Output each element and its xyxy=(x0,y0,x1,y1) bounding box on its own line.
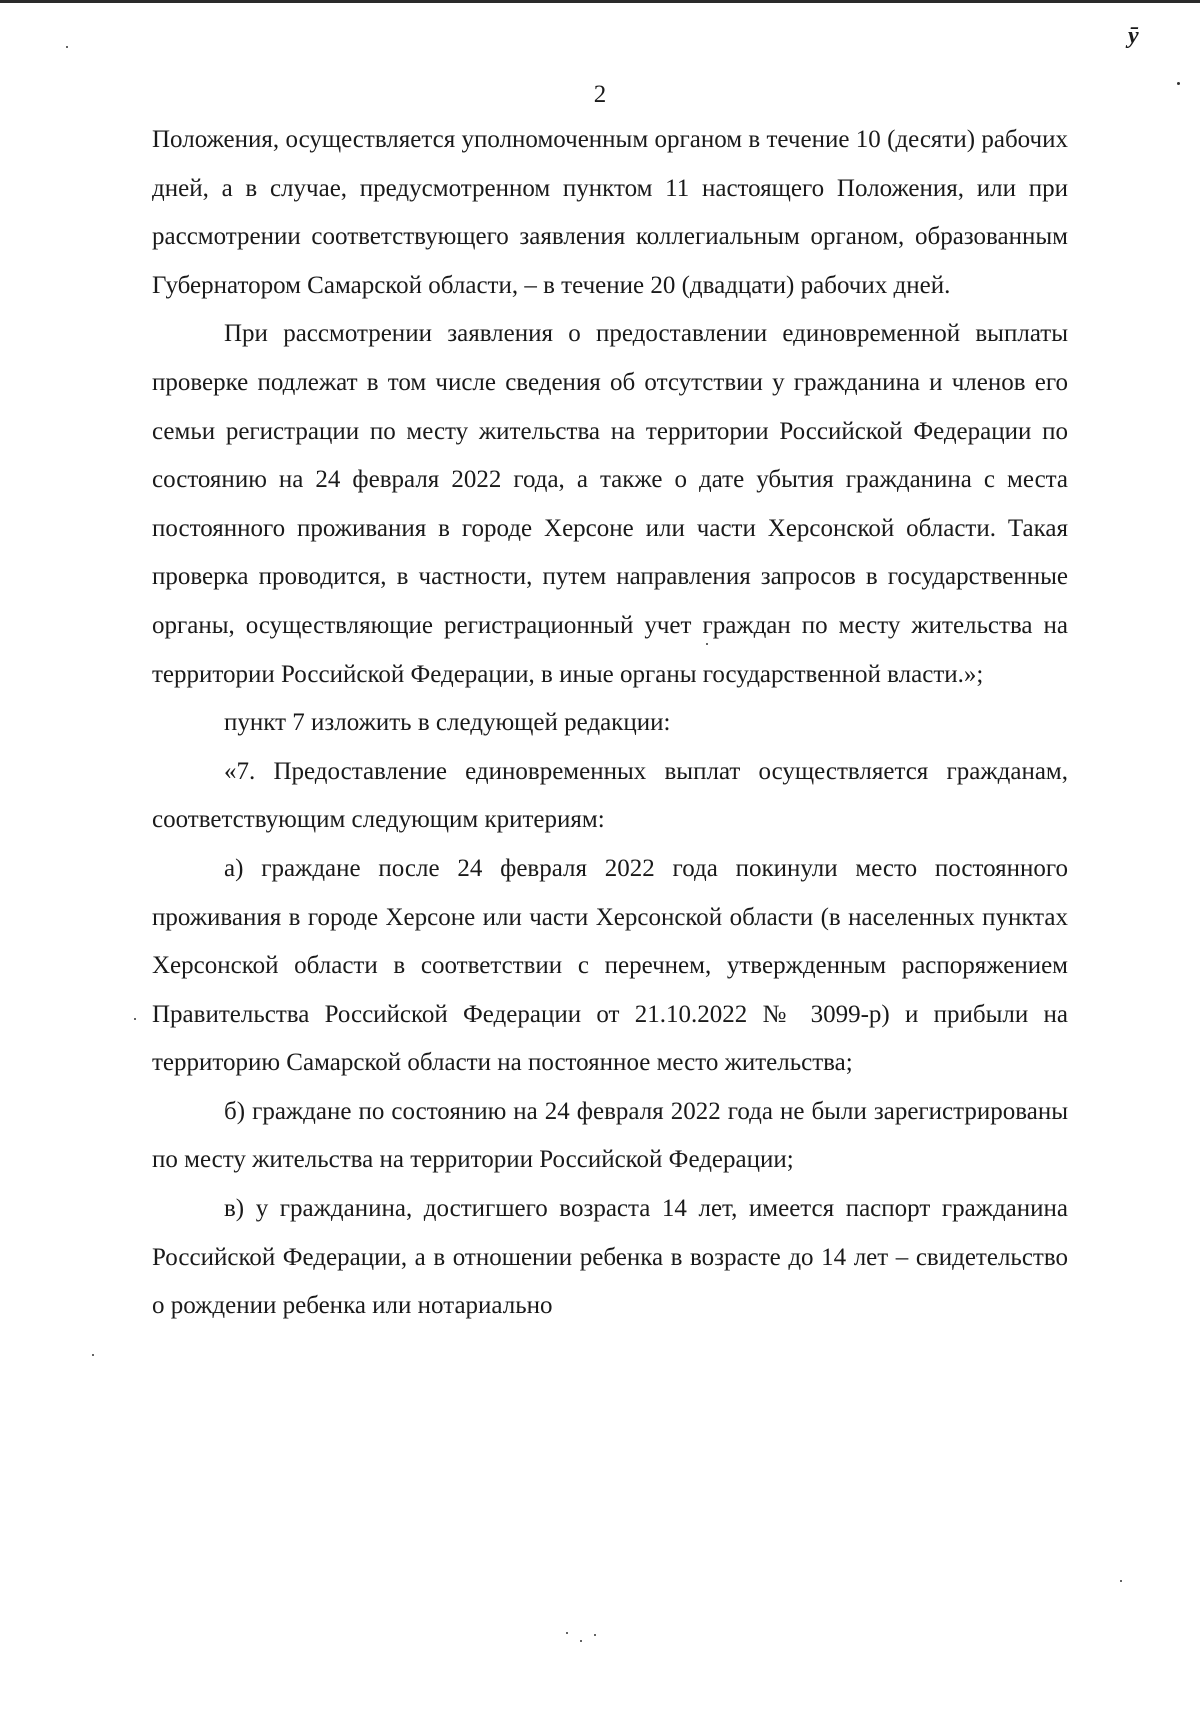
scan-speck xyxy=(580,1640,582,1642)
paragraph-criterion-b: б) граждане по состоянию на 24 февраля 2022 года не были зарегистрированы по месту жительства на территории Российской Федерации; xyxy=(152,1097,1068,1174)
scan-top-edge xyxy=(0,0,1200,3)
document-body xyxy=(152,116,1068,1331)
scan-speck xyxy=(706,643,708,645)
scan-speck xyxy=(134,1018,136,1020)
scan-speck xyxy=(1177,82,1180,85)
paragraph-verification: При рассмотрении заявления о предоставлении единовременной выплаты проверке подлежат в том числе сведения об отсутствии у гражданина и членов его семьи регистрации по месту жительства на территории Российской Федерации по состоянию на 24 февраля 2022 года, а также о дате убытия гражданина с места постоянного проживания в городе Херсоне или части Херсонской области. Такая проверка проводится, в частности, путем направления запросов в государственные органы, осуществляющие регистрационный учет граждан по месту жительства на территории Российской Федерации, в иные органы государственной власти.»; xyxy=(152,320,1068,688)
page-number: 2 xyxy=(593,81,607,108)
corner-handwritten-mark: ӯ xyxy=(1128,23,1139,49)
scan-speck xyxy=(66,46,68,48)
scan-speck xyxy=(594,1634,596,1636)
paragraph-criterion-c: в) у гражданина, достигшего возраста 14 лет, имеется паспорт гражданина Российской Федерации, а в отношении ребенка в возрасте до 14 лет – свидетельство о рождении ребенка или нотариально xyxy=(152,1195,1068,1320)
scan-speck xyxy=(566,1632,568,1634)
scan-speck xyxy=(92,1354,94,1356)
scan-speck xyxy=(1120,1580,1122,1582)
paragraph-item-7-intro: пункт 7 изложить в следующей редакции: xyxy=(224,709,671,737)
paragraph-criterion-a: а) граждане после 24 февраля 2022 года покинули место постоянного проживания в городе Херсоне или части Херсонской области (в населенных пунктах Херсонской области в соответствии с перечнем, утвержденным распоряжением Правительства Российской Федерации от 21.10.2022 № 3099-р) и прибыли на территорию Самарской области на постоянное место жительства; xyxy=(152,854,1068,1077)
paragraph-item-7: «7. Предоставление единовременных выплат осуществляется гражданам, соответствующим следующим критериям: xyxy=(152,757,1068,834)
paragraph-continuation: Положения, осуществляется уполномоченным органом в течение 10 (десяти) рабочих дней, а в случае, предусмотренном пунктом 11 настоящего Положения, или при рассмотрении соответствующего заявления коллегиальным органом, образованным Губернатором Самарской области, – в течение 20 (двадцати) рабочих дней. xyxy=(152,126,1068,299)
